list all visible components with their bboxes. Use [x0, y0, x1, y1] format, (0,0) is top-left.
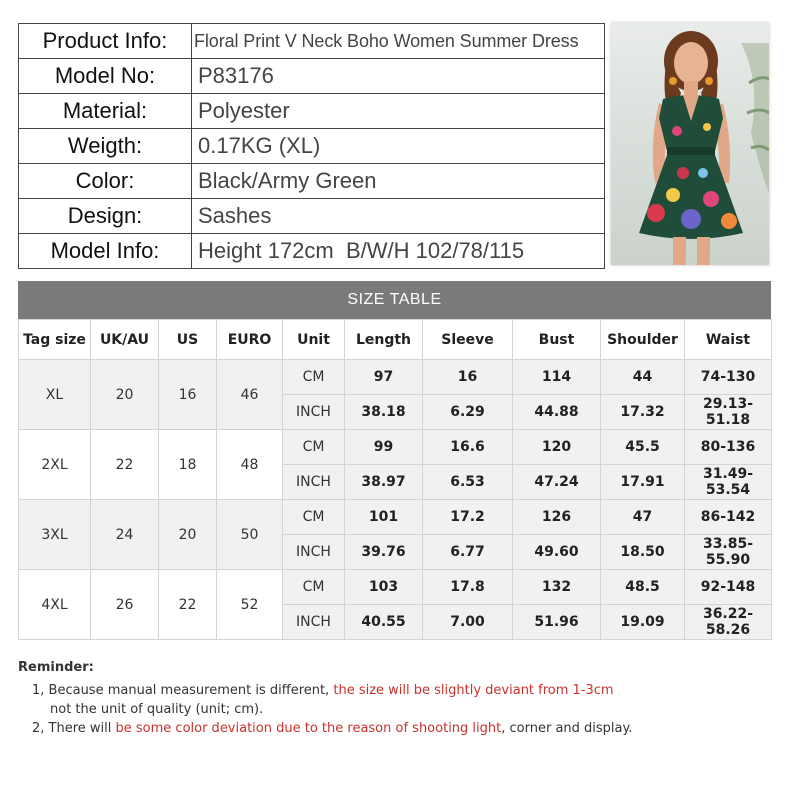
- shoulder-cell: 19.09: [601, 605, 685, 640]
- info-row-product: [19, 24, 605, 59]
- info-label: Weigth:: [19, 129, 192, 164]
- column-header: Unit: [283, 320, 345, 360]
- uk-size-cell: 26: [91, 570, 159, 640]
- info-label: Design:: [19, 199, 192, 234]
- length-cell: 101: [345, 500, 423, 535]
- size-table-header: [19, 320, 772, 360]
- product-info-table: [18, 23, 605, 269]
- shoulder-cell: 18.50: [601, 535, 685, 570]
- length-cell: 39.76: [345, 535, 423, 570]
- shoulder-cell: 44: [601, 360, 685, 395]
- us-size-cell: 22: [159, 570, 217, 640]
- unit-cell: INCH: [283, 605, 345, 640]
- waist-cell: 92-148: [685, 570, 772, 605]
- us-size-cell: 18: [159, 430, 217, 500]
- reminder-section: [18, 660, 778, 738]
- sleeve-cell: 6.77: [423, 535, 513, 570]
- sleeve-cell: 16: [423, 360, 513, 395]
- bust-cell: 120: [513, 430, 601, 465]
- bust-cell: 44.88: [513, 395, 601, 430]
- reminder-item-1-continued: not the unit of quality (unit; cm).: [50, 702, 264, 717]
- bust-cell: 114: [513, 360, 601, 395]
- unit-cell: CM: [283, 500, 345, 535]
- length-cell: 99: [345, 430, 423, 465]
- column-header: Length: [345, 320, 423, 360]
- size-table-title: SIZE TABLE: [18, 281, 771, 319]
- table-row: [19, 430, 772, 465]
- shoulder-cell: 47: [601, 500, 685, 535]
- reminder-text: 1, Because manual measurement is different,: [32, 683, 334, 698]
- tag-size-cell: 3XL: [19, 500, 91, 570]
- table-row: [19, 570, 772, 605]
- unit-cell: INCH: [283, 395, 345, 430]
- column-header: Bust: [513, 320, 601, 360]
- table-row: [19, 500, 772, 535]
- reminder-item-2: [18, 719, 778, 738]
- shoulder-cell: 17.32: [601, 395, 685, 430]
- info-row-color: [19, 164, 605, 199]
- info-row-design: [19, 199, 605, 234]
- waist-cell: 33.85-55.90: [685, 535, 772, 570]
- info-value: 0.17KG (XL): [192, 129, 605, 164]
- reminder-highlight: the size will be slightly deviant from 1-3cm: [333, 683, 614, 698]
- unit-cell: CM: [283, 570, 345, 605]
- reminder-item-1: [18, 681, 778, 700]
- waist-cell: 74-130: [685, 360, 772, 395]
- length-cell: 40.55: [345, 605, 423, 640]
- shoulder-cell: 17.91: [601, 465, 685, 500]
- us-size-cell: 16: [159, 360, 217, 430]
- waist-cell: 80-136: [685, 430, 772, 465]
- unit-cell: INCH: [283, 465, 345, 500]
- table-row: [19, 360, 772, 395]
- bust-cell: 51.96: [513, 605, 601, 640]
- shoulder-cell: 48.5: [601, 570, 685, 605]
- length-cell: 103: [345, 570, 423, 605]
- bust-cell: 49.60: [513, 535, 601, 570]
- uk-size-cell: 24: [91, 500, 159, 570]
- bust-cell: 126: [513, 500, 601, 535]
- info-value: P83176: [192, 59, 605, 94]
- column-header: Shoulder: [601, 320, 685, 360]
- us-size-cell: 20: [159, 500, 217, 570]
- unit-cell: CM: [283, 430, 345, 465]
- info-row-model-no: [19, 59, 605, 94]
- euro-size-cell: 50: [217, 500, 283, 570]
- column-header: EURO: [217, 320, 283, 360]
- info-row-weight: [19, 129, 605, 164]
- waist-cell: 86-142: [685, 500, 772, 535]
- uk-size-cell: 20: [91, 360, 159, 430]
- info-row-material: [19, 94, 605, 129]
- reminder-title: Reminder:: [18, 660, 94, 675]
- unit-cell: INCH: [283, 535, 345, 570]
- column-header: UK/AU: [91, 320, 159, 360]
- length-cell: 38.18: [345, 395, 423, 430]
- column-header: US: [159, 320, 217, 360]
- uk-size-cell: 22: [91, 430, 159, 500]
- info-value: Sashes: [192, 199, 605, 234]
- sleeve-cell: 17.8: [423, 570, 513, 605]
- waist-cell: 31.49-53.54: [685, 465, 772, 500]
- tag-size-cell: XL: [19, 360, 91, 430]
- column-header: Tag size: [19, 320, 91, 360]
- size-table: [18, 319, 772, 640]
- sleeve-cell: 6.29: [423, 395, 513, 430]
- column-header: Sleeve: [423, 320, 513, 360]
- info-value: Black/Army Green: [192, 164, 605, 199]
- info-value: Polyester: [192, 94, 605, 129]
- euro-size-cell: 48: [217, 430, 283, 500]
- reminder-highlight: be some color deviation due to the reason of shooting light: [115, 721, 502, 736]
- info-label: Color:: [19, 164, 192, 199]
- sleeve-cell: 16.6: [423, 430, 513, 465]
- info-label: Product Info:: [19, 24, 192, 59]
- info-value: Height 172cm B/W/H 102/78/115: [192, 234, 605, 269]
- sleeve-cell: 6.53: [423, 465, 513, 500]
- waist-cell: 29.13-51.18: [685, 395, 772, 430]
- bust-cell: 132: [513, 570, 601, 605]
- tag-size-cell: 4XL: [19, 570, 91, 640]
- sleeve-cell: 17.2: [423, 500, 513, 535]
- shoulder-cell: 45.5: [601, 430, 685, 465]
- model-in-floral-dress-photo: [611, 23, 769, 265]
- info-label: Model Info:: [19, 234, 192, 269]
- euro-size-cell: 46: [217, 360, 283, 430]
- euro-size-cell: 52: [217, 570, 283, 640]
- length-cell: 38.97: [345, 465, 423, 500]
- tag-size-cell: 2XL: [19, 430, 91, 500]
- sleeve-cell: 7.00: [423, 605, 513, 640]
- info-label: Material:: [19, 94, 192, 129]
- unit-cell: CM: [283, 360, 345, 395]
- model-figure-icon: [611, 23, 769, 265]
- bust-cell: 47.24: [513, 465, 601, 500]
- info-row-model-info: [19, 234, 605, 269]
- length-cell: 97: [345, 360, 423, 395]
- column-header: Waist: [685, 320, 772, 360]
- waist-cell: 36.22-58.26: [685, 605, 772, 640]
- reminder-text: 2, There will: [32, 721, 116, 736]
- info-value: Floral Print V Neck Boho Women Summer Dress: [192, 24, 605, 59]
- reminder-text: , corner and display.: [501, 721, 633, 736]
- info-label: Model No:: [19, 59, 192, 94]
